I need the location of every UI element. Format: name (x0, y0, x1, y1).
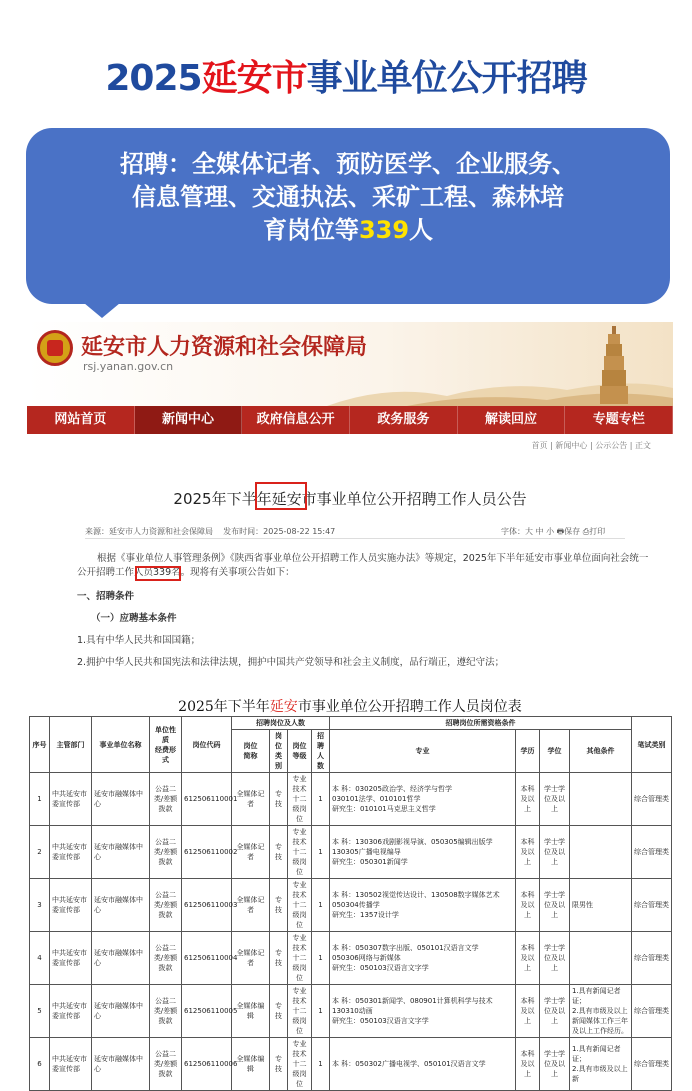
cell-exam: 综合管理类 (632, 932, 672, 985)
hills-decoration-icon (27, 376, 673, 406)
nav-news[interactable]: 新闻中心 (135, 406, 243, 434)
th-code: 岗位代码 (182, 717, 232, 773)
cell-exam: 综合管理类 (632, 1038, 672, 1091)
cell-other (570, 932, 632, 985)
cell-type: 专技 (270, 826, 288, 879)
nav-home[interactable]: 网站首页 (27, 406, 135, 434)
article-tools[interactable]: 字体：大 中 小 🖶保存 ⎙打印 (501, 527, 606, 536)
bubble-count: 339 (358, 216, 410, 244)
cell-code: 612506110004 (182, 932, 232, 985)
cell-exam: 综合管理类 (632, 773, 672, 826)
cell-code: 612506110003 (182, 879, 232, 932)
article-meta (85, 526, 335, 537)
table-row (30, 932, 672, 985)
cell-seq: 3 (30, 879, 50, 932)
th-edu: 学历 (516, 730, 540, 773)
breadcrumb[interactable]: 首页 | 新闻中心 | 公示公告 | 正文 (531, 441, 651, 450)
cell-post: 全媒体记者 (232, 826, 270, 879)
bubble-line-2: 信息管理、交通执法、采矿工程、森林培 (132, 183, 564, 211)
th-seq: 序号 (30, 717, 50, 773)
bubble-line-3 (26, 214, 670, 247)
cell-count: 1 (312, 879, 330, 932)
cell-type: 专技 (270, 985, 288, 1038)
cell-nature: 公益二类/差额拨款 (150, 985, 182, 1038)
positions-table (29, 716, 672, 1091)
section-heading-1: 一、招聘条件 (77, 591, 135, 602)
th-degree: 学位 (540, 730, 570, 773)
article-title: 2025年下半年延安市事业单位公开招聘工作人员公告 (173, 490, 527, 508)
cell-dept: 中共延安市委宣传部 (50, 932, 92, 985)
cell-exam: 综合管理类 (632, 879, 672, 932)
cell-dept: 中共延安市委宣传部 (50, 1038, 92, 1091)
meta-date: 发布时间：2025-08-22 15:47 (223, 527, 336, 536)
positions-table-body (30, 773, 672, 1091)
bubble-line-3-pre: 育岗位等 (262, 216, 359, 244)
table-row (30, 879, 672, 932)
cell-edu: 本科及以上 (516, 985, 540, 1038)
cell-nature: 公益二类/差额拨款 (150, 1038, 182, 1091)
cell-edu: 本科及以上 (516, 1038, 540, 1091)
headline-rest: 事业单位公开招聘 (306, 58, 587, 99)
cell-post: 全媒体记者 (232, 932, 270, 985)
th-unit: 事业单位名称 (92, 717, 150, 773)
cell-count: 1 (312, 932, 330, 985)
cell-exam: 综合管理类 (632, 985, 672, 1038)
cell-other: 限男性 (570, 879, 632, 932)
cell-edu: 本科及以上 (516, 879, 540, 932)
cell-unit: 延安市融媒体中心 (92, 879, 150, 932)
table-title (27, 696, 673, 716)
cell-unit: 延安市融媒体中心 (92, 826, 150, 879)
cell-level: 专业技术十二级岗位 (288, 985, 312, 1038)
cell-major: 本 科：050302广播电视学、050101汉语言文学 (330, 1038, 516, 1091)
cell-count: 1 (312, 773, 330, 826)
cell-type: 专技 (270, 879, 288, 932)
cell-degree: 学士学位及以上 (540, 1038, 570, 1091)
cell-post: 全媒体编辑 (232, 1038, 270, 1091)
main-nav (27, 406, 673, 434)
cell-seq: 6 (30, 1038, 50, 1091)
th-group-posts: 招聘岗位及人数 (232, 717, 330, 730)
article-para-2: 公开招聘工作人员339名。现将有关事项公告如下： (77, 567, 295, 578)
bubble-tail (78, 298, 126, 318)
cell-code: 612506110005 (182, 985, 232, 1038)
bubble-line-1: 招聘：全媒体记者、预防医学、企业服务、 (120, 150, 576, 178)
national-emblem-icon (37, 330, 73, 366)
table-title-post: 市事业单位公开招聘工作人员岗位表 (297, 699, 522, 715)
cell-level: 专业技术十二级岗位 (288, 932, 312, 985)
site-header (27, 322, 673, 406)
th-exam: 笔试类别 (632, 717, 672, 773)
cell-unit: 延安市融媒体中心 (92, 985, 150, 1038)
section-heading-2: （一）应聘基本条件 (91, 613, 177, 624)
th-count: 招聘 人数 (312, 730, 330, 773)
nav-gov-info[interactable]: 政府信息公开 (242, 406, 350, 434)
nav-topics[interactable]: 专题专栏 (565, 406, 673, 434)
pagoda-icon (599, 326, 629, 404)
bubble-line-3-post: 人 (409, 216, 434, 244)
table-row (30, 1038, 672, 1091)
cell-seq: 1 (30, 773, 50, 826)
cell-type: 专技 (270, 773, 288, 826)
cell-level: 专业技术十二级岗位 (288, 826, 312, 879)
cell-other (570, 826, 632, 879)
highlight-box-city (255, 482, 307, 510)
th-post-name: 岗位 简称 (232, 730, 270, 773)
cell-unit: 延安市融媒体中心 (92, 1038, 150, 1091)
cell-seq: 2 (30, 826, 50, 879)
th-other: 其他条件 (570, 730, 632, 773)
cell-major: 本 科：130306戏剧影视导演、050305编辑出版学 130305广播电视编导 研究生：050301新闻学 (330, 826, 516, 879)
summary-bubble (26, 128, 670, 304)
cell-major: 本 科：050301新闻学、080901计算机科学与技术 130310动画 研究生：050103汉语言文字学 (330, 985, 516, 1038)
cell-other: 1.具有新闻记者证； 2.具有市级及以上新闻媒体工作三年及以上工作经历。 (570, 985, 632, 1038)
cell-unit: 延安市融媒体中心 (92, 773, 150, 826)
cell-post: 全媒体记者 (232, 773, 270, 826)
cell-code: 612506110002 (182, 826, 232, 879)
cell-post: 全媒体编辑 (232, 985, 270, 1038)
cell-nature: 公益二类/差额拨款 (150, 879, 182, 932)
th-post-level: 岗位 等级 (288, 730, 312, 773)
table-title-pre: 2025年下半年 (178, 699, 270, 715)
cell-major: 本 科：030205政治学、经济学与哲学 030101法学、010101哲学 研究生：010101马克思主义哲学 (330, 773, 516, 826)
nav-services[interactable]: 政务服务 (350, 406, 458, 434)
cell-post: 全媒体记者 (232, 879, 270, 932)
cell-dept: 中共延安市委宣传部 (50, 773, 92, 826)
th-nature: 单位性质 经费形式 (150, 717, 182, 773)
site-title[interactable]: 延安市人力资源和社会保障局 (81, 335, 368, 360)
table-title-city: 延安 (269, 699, 298, 715)
th-dept: 主管部门 (50, 717, 92, 773)
cell-level: 专业技术十二级岗位 (288, 879, 312, 932)
article-para-1: 根据《事业单位人事管理条例》《陕西省事业单位公开招聘工作人员实施办法》等规定，2025年下半年延安市事业单位面向社会统一 (97, 553, 649, 564)
table-row (30, 826, 672, 879)
th-major: 专业 (330, 730, 516, 773)
table-row (30, 985, 672, 1038)
cell-level: 专业技术十二级岗位 (288, 1038, 312, 1091)
cell-edu: 本科及以上 (516, 932, 540, 985)
cell-dept: 中共延安市委宣传部 (50, 879, 92, 932)
cell-seq: 5 (30, 985, 50, 1038)
cell-type: 专技 (270, 1038, 288, 1091)
cell-edu: 本科及以上 (516, 826, 540, 879)
cell-count: 1 (312, 1038, 330, 1091)
cell-code: 612506110001 (182, 773, 232, 826)
website-screenshot (27, 322, 673, 678)
cell-nature: 公益二类/差额拨款 (150, 826, 182, 879)
cell-nature: 公益二类/差额拨款 (150, 773, 182, 826)
meta-source: 来源：延安市人力资源和社会保障局 (85, 527, 213, 536)
cell-nature: 公益二类/差额拨款 (150, 932, 182, 985)
nav-responses[interactable]: 解读回应 (458, 406, 566, 434)
cell-level: 专业技术十二级岗位 (288, 773, 312, 826)
cell-major: 本 科：130502视觉传达设计、130508数字媒体艺术 050304传播学 研究生：1357设计学 (330, 879, 516, 932)
cell-exam: 综合管理类 (632, 826, 672, 879)
cell-code: 612506110006 (182, 1038, 232, 1091)
site-url: rsj.yanan.gov.cn (83, 360, 174, 373)
cell-degree: 学士学位及以上 (540, 985, 570, 1038)
cell-other (570, 773, 632, 826)
cell-edu: 本科及以上 (516, 773, 540, 826)
headline-city: 延安市 (201, 58, 307, 99)
highlight-box-count (135, 566, 181, 581)
condition-item-1: 1.具有中华人民共和国国籍； (77, 635, 201, 646)
cell-unit: 延安市融媒体中心 (92, 932, 150, 985)
cell-dept: 中共延安市委宣传部 (50, 985, 92, 1038)
cell-degree: 学士学位及以上 (540, 932, 570, 985)
positions-table-section (27, 690, 673, 1088)
cell-seq: 4 (30, 932, 50, 985)
cell-count: 1 (312, 985, 330, 1038)
cell-degree: 学士学位及以上 (540, 773, 570, 826)
cell-dept: 中共延安市委宣传部 (50, 826, 92, 879)
cell-degree: 学士学位及以上 (540, 826, 570, 879)
cell-major: 本 科：050307数字出版、050101汉语言文学 050306网络与新媒体 研究生：050103汉语言文字学 (330, 932, 516, 985)
th-group-conditions: 招聘岗位所需资格条件 (330, 717, 632, 730)
condition-item-2: 2.拥护中华人民共和国宪法和法律法规，拥护中国共产党领导和社会主义制度，品行端正，遵纪守法； (77, 657, 505, 668)
cell-count: 1 (312, 826, 330, 879)
headline-year: 2025 (105, 58, 202, 99)
page-headline (0, 50, 692, 101)
cell-degree: 学士学位及以上 (540, 879, 570, 932)
cell-type: 专技 (270, 932, 288, 985)
th-post-type: 岗位 类别 (270, 730, 288, 773)
cell-other: 1.具有新闻记者证； 2.具有市级及以上新 (570, 1038, 632, 1091)
table-row (30, 773, 672, 826)
meta-divider (85, 538, 625, 539)
